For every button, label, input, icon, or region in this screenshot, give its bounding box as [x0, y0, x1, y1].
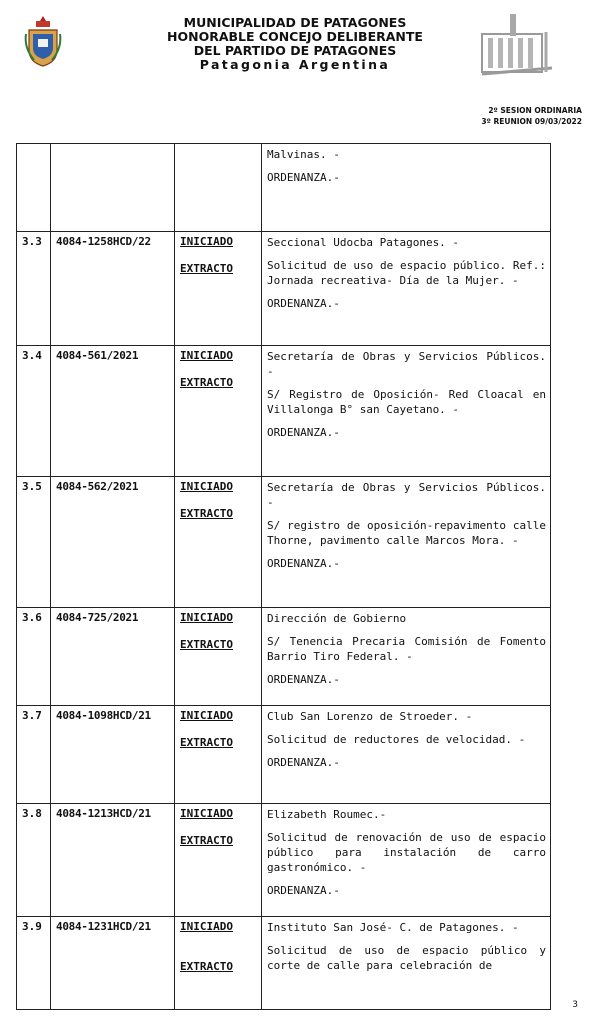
header-line-4: Patagonia Argentina	[199, 57, 391, 72]
iniciado-label: INICIADO	[180, 235, 233, 248]
table-row	[17, 346, 551, 477]
description-cell	[262, 917, 551, 1010]
initiator-text: Secretaría de Obras y Servicios Públicos. -	[267, 481, 546, 509]
resolution-type: ORDENANZA.-	[267, 884, 340, 897]
table-row	[17, 917, 551, 1010]
extracto-label: EXTRACTO	[180, 262, 233, 275]
label-cell	[175, 477, 262, 608]
iniciado-label: INICIADO	[180, 480, 233, 493]
extract-text: S/ Registro de Oposición- Red Cloacal en Villalonga B° san Cayetano. -	[267, 388, 546, 416]
session-info	[481, 105, 582, 127]
header-line-2: HONORABLE CONCEJO DELIBERANTE	[167, 29, 423, 44]
resolution-type: ORDENANZA.-	[267, 673, 340, 686]
file-number: 4084-1231HCD/21	[51, 917, 175, 1010]
description-cell	[262, 804, 551, 917]
table-row	[17, 232, 551, 346]
initiator-text: Instituto San José- C. de Patagones. -	[267, 921, 519, 934]
label-cell	[175, 608, 262, 706]
extract-text: Solicitud de uso de espacio público y corte de calle para celebración de	[267, 944, 546, 972]
initiator-text: Secretaría de Obras y Servicios Públicos. -	[267, 350, 546, 378]
table-row	[17, 706, 551, 804]
extract-text: S/ registro de oposición-repavimento calle Thorne, pavimento calle Marcos Mora. -	[267, 519, 546, 547]
table-row	[17, 477, 551, 608]
iniciado-label: INICIADO	[180, 611, 233, 624]
continued-text: Malvinas. -	[267, 148, 340, 161]
description-cell	[262, 144, 551, 232]
iniciado-label: INICIADO	[180, 349, 233, 362]
iniciado-label: INICIADO	[180, 920, 233, 933]
extracto-label: EXTRACTO	[180, 638, 233, 651]
iniciado-label: INICIADO	[180, 807, 233, 820]
file-number: 4084-1258HCD/22	[51, 232, 175, 346]
file-number: 4084-1098HCD/21	[51, 706, 175, 804]
table-row	[17, 608, 551, 706]
extract-text: Solicitud de reductores de velocidad. -	[267, 733, 526, 746]
item-number-cell	[17, 144, 51, 232]
resolution-type: ORDENANZA.-	[267, 297, 340, 310]
page-number: 3	[572, 1000, 578, 1010]
label-cell	[175, 804, 262, 917]
resolution-type: ORDENANZA.-	[267, 756, 340, 769]
item-number: 3.4	[17, 346, 51, 477]
file-number: 4084-562/2021	[51, 477, 175, 608]
header-line-1: MUNICIPALIDAD DE PATAGONES	[183, 15, 407, 30]
initiator-text: Dirección de Gobierno	[267, 612, 407, 625]
initiator-text: Seccional Udocba Patagones. -	[267, 236, 460, 249]
resolution-type: ORDENANZA.-	[267, 426, 340, 439]
header-line-3: DEL PARTIDO DE PATAGONES	[193, 43, 397, 58]
description-cell	[262, 477, 551, 608]
file-number: 4084-561/2021	[51, 346, 175, 477]
label-cell	[175, 706, 262, 804]
table-row	[17, 804, 551, 917]
description-cell	[262, 706, 551, 804]
iniciado-label: INICIADO	[180, 709, 233, 722]
extracto-label: EXTRACTO	[180, 736, 233, 749]
extracto-label: EXTRACTO	[180, 376, 233, 389]
initiator-text: Elizabeth Roumec.-	[267, 808, 387, 821]
resolution-type: ORDENANZA.-	[267, 557, 340, 570]
extracto-label: EXTRACTO	[180, 960, 233, 973]
label-cell	[175, 144, 262, 232]
item-number: 3.6	[17, 608, 51, 706]
label-cell	[175, 917, 262, 1010]
item-number: 3.8	[17, 804, 51, 917]
file-number-cell	[51, 144, 175, 232]
initiator-text: Club San Lorenzo de Stroeder. -	[267, 710, 473, 723]
item-number: 3.7	[17, 706, 51, 804]
extracto-label: EXTRACTO	[180, 507, 233, 520]
resolution-type: ORDENANZA.-	[267, 171, 340, 184]
description-cell	[262, 232, 551, 346]
item-number: 3.5	[17, 477, 51, 608]
council-building-logo	[476, 12, 562, 84]
meeting-date: 3º REUNION 09/03/2022	[481, 117, 582, 126]
file-number: 4084-725/2021	[51, 608, 175, 706]
description-cell	[262, 608, 551, 706]
item-number: 3.9	[17, 917, 51, 1010]
item-number: 3.3	[17, 232, 51, 346]
extract-text: Solicitud de uso de espacio público. Ref.: Jornada recreativa- Día de la Mujer. -	[267, 259, 546, 287]
extract-text: S/ Tenencia Precaria Comisión de Fomento Barrio Tiro Federal. -	[267, 635, 546, 663]
file-number: 4084-1213HCD/21	[51, 804, 175, 917]
table-row	[17, 144, 551, 232]
agenda-table	[16, 143, 551, 1010]
label-cell	[175, 232, 262, 346]
extracto-label: EXTRACTO	[180, 834, 233, 847]
session-number: 2º SESION ORDINARIA	[488, 106, 582, 115]
description-cell	[262, 346, 551, 477]
label-cell	[175, 346, 262, 477]
extract-text: Solicitud de renovación de uso de espacio público para instalación de carro gastronómico. -	[267, 831, 546, 874]
